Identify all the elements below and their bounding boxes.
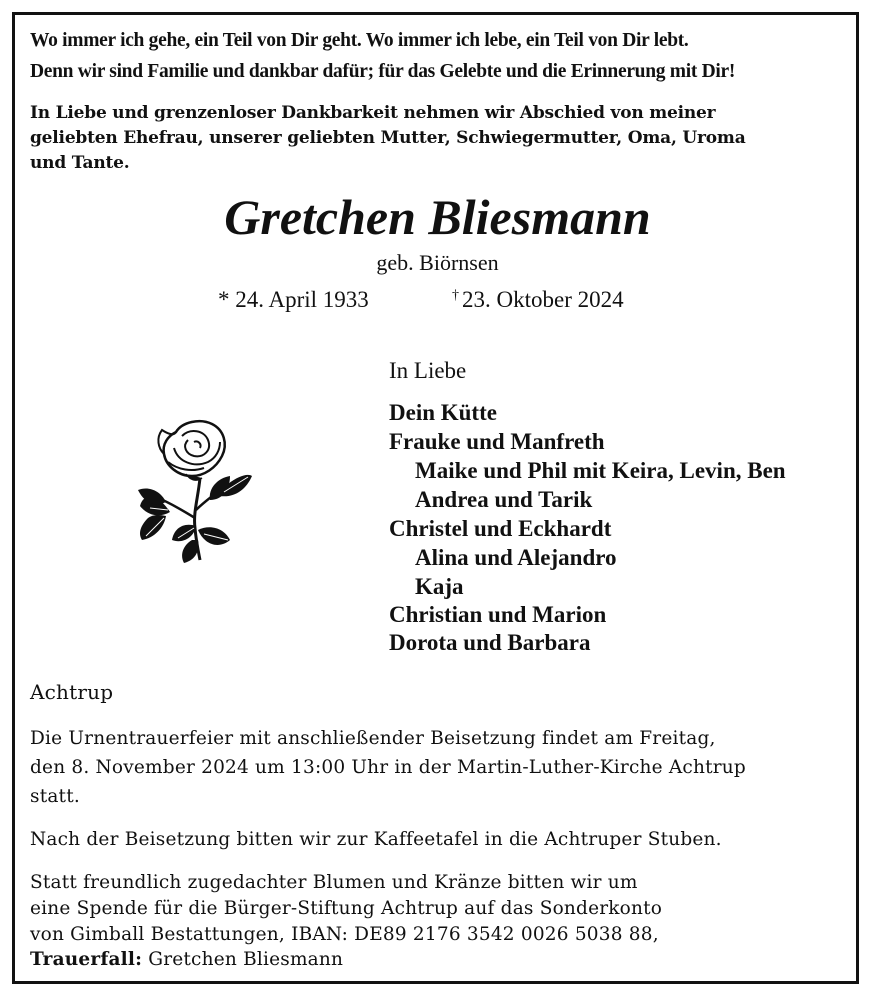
birth-name: geb. Biörnsen [376, 250, 499, 275]
birth-date [218, 287, 369, 313]
birth-symbol: * [218, 287, 230, 312]
mourner-line: Dein Kütte [389, 400, 497, 425]
mourners-heading: In Liebe [389, 358, 467, 383]
motto-line-1: Wo immer ich gehe, ein Teil von Dir geht. Wo immer ich lebe, ein Teil von Dir lebt. [30, 30, 689, 51]
ceremony-line-3: statt. [30, 786, 80, 807]
mourner-line: Frauke und Manfreth [389, 429, 605, 454]
motto-line-2: Denn wir sind Familie und dankbar dafür; für das Gelebte und die Erinnerung mit Dir! [30, 61, 736, 82]
ceremony-line-2: den 8. November 2024 um 13:00 Uhr in der Martin-Luther-Kirche Achtrup [30, 757, 746, 778]
mourner-line: Kaja [415, 574, 464, 599]
mourner-line: Christel und Eckhardt [389, 516, 612, 541]
donation-reference-value: Gretchen Bliesmann [148, 949, 344, 970]
mourner-line: Maike und Phil mit Keira, Levin, Ben [415, 458, 786, 483]
mourner-line: Andrea und Tarik [415, 487, 593, 512]
donation-line-3: von Gimball Bestattungen, IBAN: DE89 2176 3542 0026 5038 88, [30, 924, 659, 945]
rose-icon [138, 418, 253, 563]
death-date-text: 23. Oktober 2024 [462, 287, 624, 312]
donation-reference-label: Trauerfall: [30, 949, 143, 970]
death-date [452, 287, 624, 313]
coffee-note: Nach der Beisetzung bitten wir zur Kaffeetafel in die Achtruper Stuben. [30, 829, 722, 850]
place-name: Achtrup [30, 680, 114, 704]
mourner-line: Christian und Marion [389, 602, 607, 627]
intro-line-2: geliebten Ehefrau, unserer geliebten Mutter, Schwiegermutter, Oma, Uroma [30, 128, 746, 148]
intro-line-3: und Tante. [30, 153, 130, 173]
donation-reference [30, 949, 343, 970]
death-symbol: † [452, 288, 459, 303]
mourner-line: Alina und Alejandro [415, 545, 617, 570]
ceremony-line-1: Die Urnentrauerfeier mit anschließender Beisetzung findet am Freitag, [30, 728, 716, 749]
donation-line-2: eine Spende für die Bürger-Stiftung Achtrup auf das Sonderkonto [30, 898, 663, 919]
donation-line-1: Statt freundlich zugedachter Blumen und Kränze bitten wir um [30, 872, 638, 893]
deceased-name: Gretchen Bliesmann [224, 189, 651, 245]
intro-line-1: In Liebe und grenzenloser Dankbarkeit nehmen wir Abschied von meiner [30, 103, 716, 123]
birth-date-text: 24. April 1933 [235, 287, 369, 312]
mourner-line: Dorota und Barbara [389, 630, 591, 655]
